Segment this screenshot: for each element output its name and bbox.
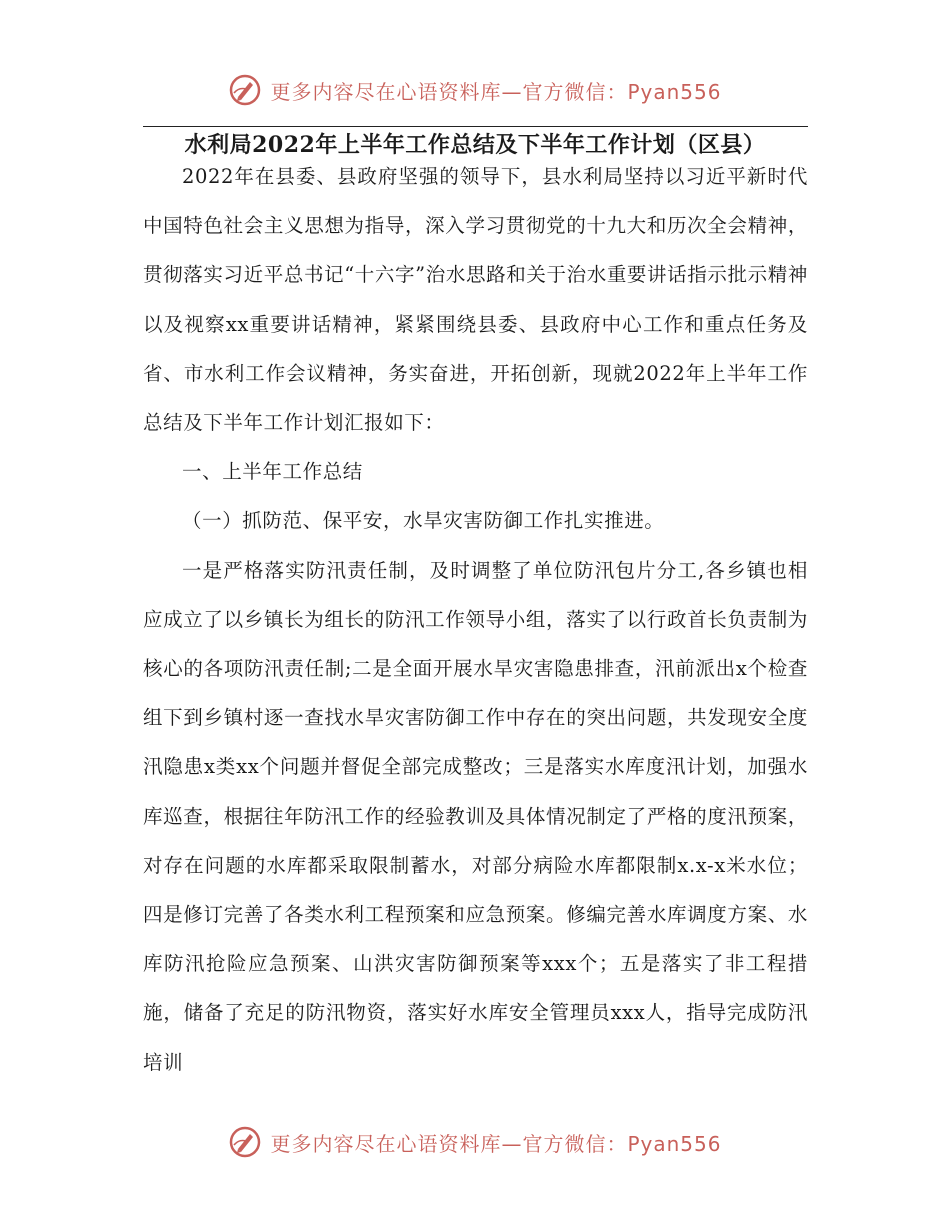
document-body (143, 152, 808, 1087)
subsection-heading: （一）抓防范、保平安，水旱灾害防御工作扎实推进。 (182, 509, 665, 533)
document-title: 水利局2022年上半年工作总结及下半年工作计划（区县） (184, 132, 766, 158)
footer-banner-text: 更多内容尽在心语资料库—官方微信：Pyan556 (270, 1131, 722, 1156)
section-heading: 一、上半年工作总结 (182, 460, 363, 484)
header-banner (0, 70, 950, 110)
header-banner-text: 更多内容尽在心语资料库—官方微信：Pyan556 (270, 79, 722, 104)
header-divider (143, 126, 808, 127)
footer-banner (0, 1122, 950, 1162)
paragraph-details: 一是严格落实防汛责任制，及时调整了单位防汛包片分工,各乡镇也相应成立了以乡镇长为组长的防汛工作领导小组，落实了以行政首长负责制为核心的各项防汛责任制;二是全面开展水旱灾害隐患排查，汛前派出x个检查组下到乡镇村逐一查找水旱灾害防御工作中存在的突出问题，共发现安全度汛隐患x类xx个问题并督促全部完成整改；三是落实水库度汛计划，加强水库巡查，根据往年防汛工作的经验教训及具体情况制定了严格的度汛预案，对存在问题的水库都采取限制蓄水，对部分病险水库都限制x.x-x米水位；四是修订完善了各类水利工程预案和应急预案。修编完善水库调度方案、水库防汛抢险应急预案、山洪灾害防御预案等xxx个；五是落实了非工程措施，储备了充足的防汛物资，落实好水库安全管理员xxx人，指导完成防汛培训 (143, 558, 808, 1074)
pen-logo-icon (228, 1125, 262, 1159)
paragraph-intro: 2022年在县委、县政府坚强的领导下，县水利局坚持以习近平新时代中国特色社会主义思想为指导，深入学习贯彻党的十九大和历次全会精神，贯彻落实习近平总书记“十六字”治水思路和关于治水重要讲话指示批示精神以及视察xx重要讲话精神，紧紧围绕县委、县政府中心工作和重点任务及省、市水利工作会议精神，务实奋进，开拓创新，现就2022年上半年工作总结及下半年工作计划汇报如下： (143, 165, 808, 435)
pen-logo-icon (228, 73, 262, 107)
